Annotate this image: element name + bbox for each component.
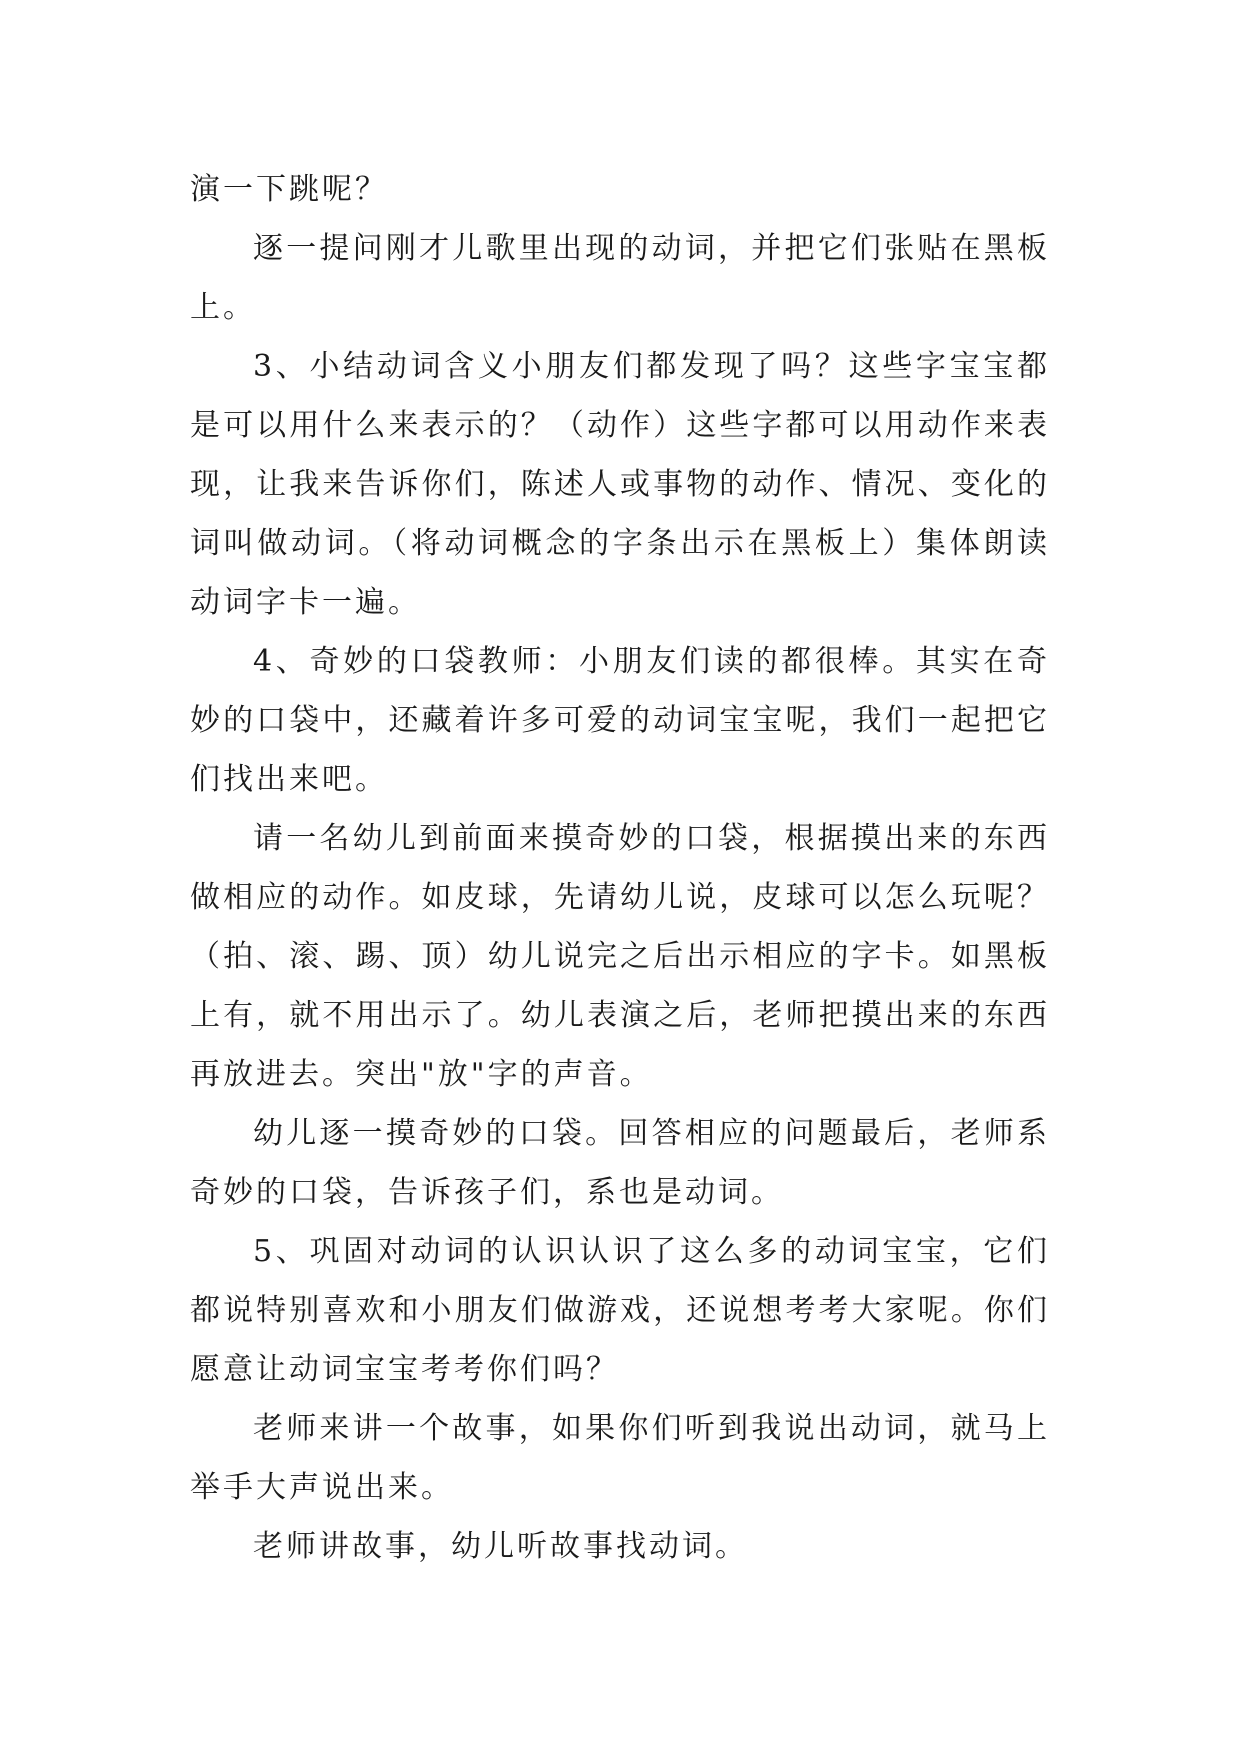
paragraph-2: 逐一提问刚才儿歌里出现的动词，并把它们张贴在黑板上。	[190, 231, 1050, 325]
paragraph-6: 幼儿逐一摸奇妙的口袋。回答相应的问题最后，老师系奇妙的口袋，告诉孩子们，系也是动词。	[190, 1116, 1050, 1210]
paragraph-8: 老师来讲一个故事，如果你们听到我说出动词，就马上举手大声说出来。	[190, 1411, 1050, 1505]
paragraph-7: 5、巩固对动词的认识认识了这么多的动词宝宝，它们都说特别喜欢和小朋友们做游戏，还说想考考大家呢。你们愿意让动词宝宝考考你们吗？	[190, 1234, 1050, 1387]
paragraph-5: 请一名幼儿到前面来摸奇妙的口袋，根据摸出来的东西做相应的动作。如皮球，先请幼儿说，皮球可以怎么玩呢？（拍、滚、踢、顶）幼儿说完之后出示相应的字卡。如黑板上有，就不用出示了。幼儿表演之后，老师把摸出来的东西再放进去。突出"放"字的声音。	[190, 821, 1050, 1092]
paragraph-9: 老师讲故事，幼儿听故事找动词。	[253, 1529, 748, 1564]
paragraph-1: 演一下跳呢？	[190, 172, 388, 207]
paragraph-3: 3、小结动词含义小朋友们都发现了吗？这些字宝宝都是可以用什么来表示的？（动作）这些字都可以用动作来表现，让我来告诉你们，陈述人或事物的动作、情况、变化的词叫做动词。（将动词概念的字条出示在黑板上）集体朗读动词字卡一遍。	[190, 349, 1050, 620]
paragraph-4: 4、奇妙的口袋教师：小朋友们读的都很棒。其实在奇妙的口袋中，还藏着许多可爱的动词宝宝呢，我们一起把它们找出来吧。	[190, 644, 1050, 797]
document-body	[190, 160, 1050, 1576]
